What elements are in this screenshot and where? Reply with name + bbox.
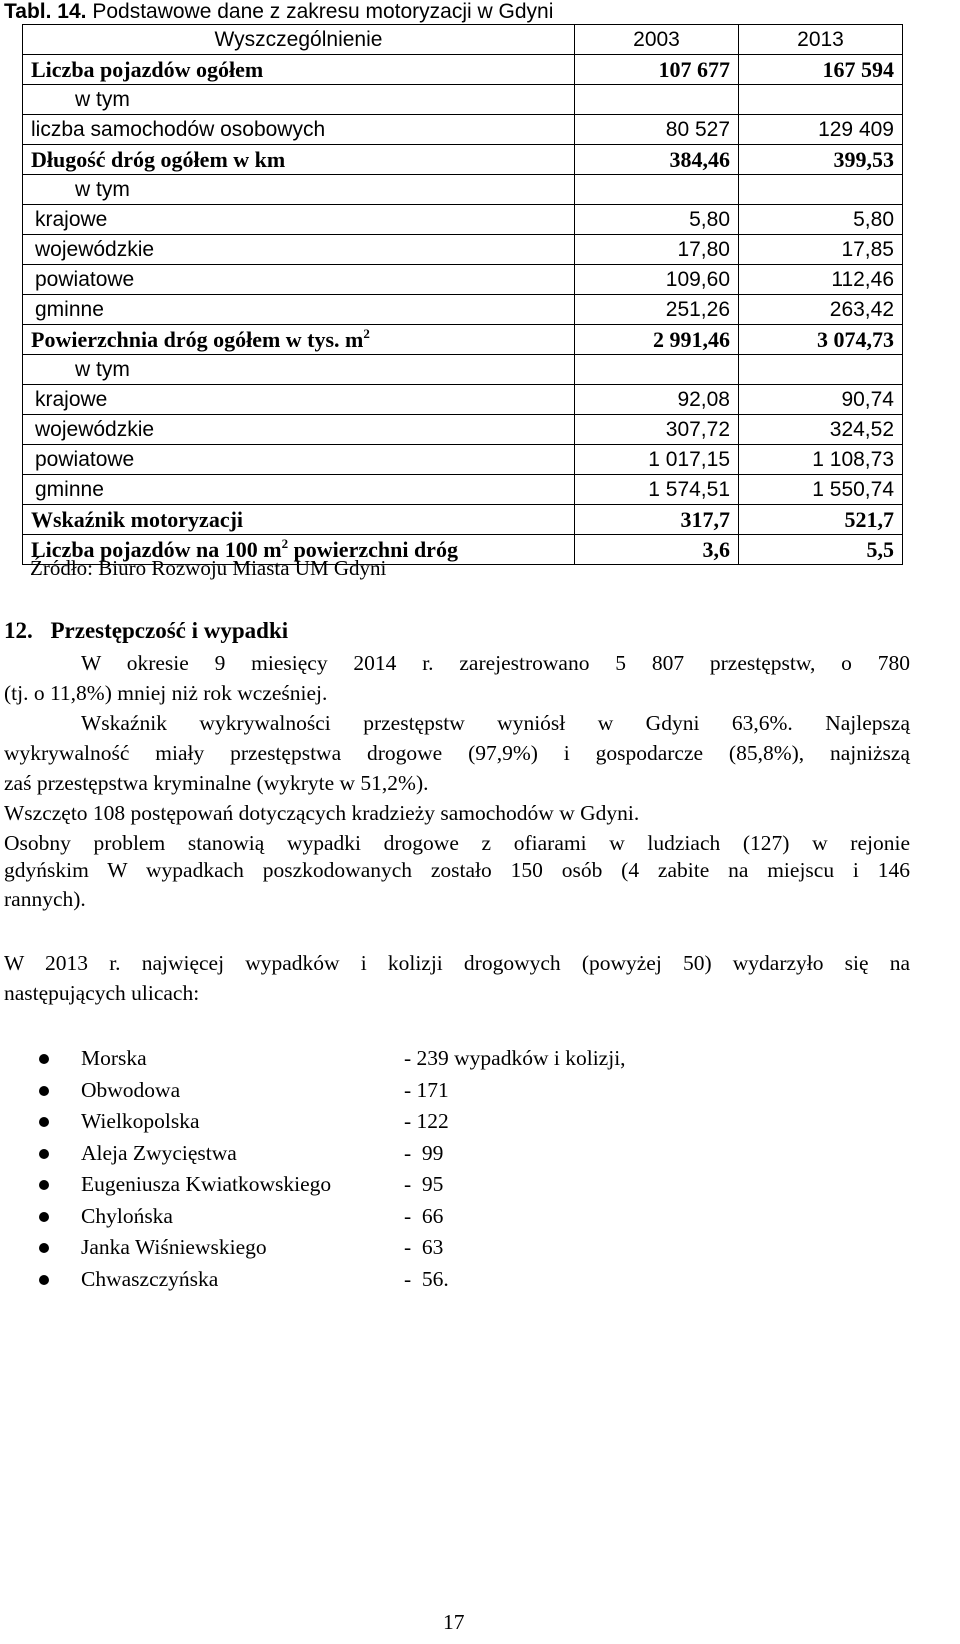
bullet-icon [39, 1212, 49, 1222]
bullet-icon [39, 1180, 49, 1190]
row-label: krajowe [23, 205, 575, 235]
street-name: Obwodowa [81, 1077, 181, 1102]
page-number: 17 [443, 1610, 465, 1634]
table-row [23, 265, 903, 295]
motorization-table [22, 24, 903, 565]
value-2003: 2 991,46 [575, 325, 739, 355]
street-name: Wielkopolska [81, 1109, 200, 1133]
value-2013: 167 594 [739, 55, 903, 85]
value-2003: 17,80 [575, 235, 739, 265]
paragraph-line: W okresie 9 miesięcy 2014 r. zarejestrowano 5 807 przestępstw, o 780 [81, 651, 910, 675]
value-2003: 5,80 [575, 205, 739, 235]
value-2003: 107 677 [575, 55, 739, 85]
street-count: - 171 [404, 1077, 449, 1102]
paragraph-line: zaś przestępstwa kryminalne (wykryte w 51,2%). [4, 771, 429, 795]
table-row [23, 55, 903, 85]
street-name: Chylońska [81, 1203, 173, 1228]
value-2013: 129 409 [739, 115, 903, 145]
paragraph-line: rannych). [4, 887, 86, 911]
row-label: Wskaźnik motoryzacji [23, 505, 575, 535]
table-row [23, 85, 903, 115]
bullet-icon [39, 1054, 49, 1064]
table-source: Źródło: Biuro Rozwoju Miasta UM Gdyni [30, 556, 387, 580]
row-label: Długość dróg ogółem w km [23, 145, 575, 175]
value-2013: 1 550,74 [739, 475, 903, 505]
bullet-icon [39, 1117, 49, 1127]
street-name: Aleja Zwycięstwa [81, 1140, 237, 1165]
table-row [23, 445, 903, 475]
bullet-icon [39, 1149, 49, 1159]
table-row [23, 355, 903, 385]
value-2003 [575, 175, 739, 205]
value-2013: 5,80 [739, 205, 903, 235]
row-label: w tym [23, 85, 575, 115]
paragraph-line: następujących ulicach: [4, 981, 200, 1005]
table-row [23, 325, 903, 355]
street-count: - 239 wypadków i kolizji, [404, 1046, 626, 1070]
value-2003: 384,46 [575, 145, 739, 175]
street-count: - 95 [404, 1172, 444, 1196]
paragraph-line: Wszczęto 108 postępowań dotyczących kradzieży samochodów w Gdyni. [4, 801, 640, 825]
value-2013 [739, 175, 903, 205]
value-2013: 1 108,73 [739, 445, 903, 475]
value-2013: 5,5 [739, 535, 903, 565]
table-row [23, 235, 903, 265]
value-2013: 263,42 [739, 295, 903, 325]
street-name: Morska [81, 1046, 147, 1070]
table-row [23, 295, 903, 325]
value-2003: 92,08 [575, 385, 739, 415]
value-2003: 1 574,51 [575, 475, 739, 505]
section-heading [4, 618, 288, 644]
table-number: Tabl. 14. [4, 0, 87, 23]
table-row [23, 205, 903, 235]
section-number: 12. [4, 618, 33, 643]
table-row [23, 415, 903, 445]
header-cell: 2003 [575, 25, 739, 55]
paragraph-line: (tj. o 11,8%) mniej niż rok wcześniej. [4, 681, 328, 705]
table-row [23, 115, 903, 145]
bullet-icon [39, 1275, 49, 1285]
header-cell: 2013 [739, 25, 903, 55]
street-count: - 66 [404, 1203, 444, 1228]
value-2003: 109,60 [575, 265, 739, 295]
value-2013: 90,74 [739, 385, 903, 415]
value-2013: 521,7 [739, 505, 903, 535]
bullet-icon [39, 1243, 49, 1253]
street-count: - 56. [404, 1266, 449, 1291]
street-count: - 99 [404, 1140, 444, 1165]
bullet-icon [39, 1086, 49, 1096]
table-row [23, 385, 903, 415]
value-2003 [575, 355, 739, 385]
row-label: w tym [23, 175, 575, 205]
value-2003: 317,7 [575, 505, 739, 535]
value-2003: 80 527 [575, 115, 739, 145]
row-label: wojewódzkie [23, 415, 575, 445]
row-label-text: powierzchni dróg [288, 536, 458, 562]
row-label: wojewódzkie [23, 235, 575, 265]
table-row [23, 145, 903, 175]
row-label: krajowe [23, 385, 575, 415]
value-2013: 3 074,73 [739, 325, 903, 355]
superscript: 2 [363, 325, 370, 341]
paragraph-line: gdyńskim W wypadkach poszkodowanych zostało 150 osób (4 zabite na miejscu i 146 [4, 858, 910, 882]
table-row [23, 505, 903, 535]
street-name: Chwaszczyńska [81, 1266, 219, 1291]
row-label: gminne [23, 475, 575, 505]
superscript: 2 [281, 535, 289, 551]
row-label: w tym [23, 355, 575, 385]
value-2003: 307,72 [575, 415, 739, 445]
paragraph-line: Wskaźnik wykrywalności przestępstw wyniósł w Gdyni 63,6%. Najlepszą [81, 711, 910, 735]
street-count: - 122 [404, 1109, 449, 1133]
row-label: liczba samochodów osobowych [23, 115, 575, 145]
table-title [4, 0, 553, 24]
value-2013 [739, 85, 903, 115]
row-label: powiatowe [23, 265, 575, 295]
row-label: Liczba pojazdów ogółem [23, 55, 575, 85]
value-2003: 3,6 [575, 535, 739, 565]
row-label-text: Powierzchnia dróg ogółem w tys. m [31, 326, 364, 352]
table-row [23, 175, 903, 205]
table-title-text: Podstawowe dane z zakresu motoryzacji w Gdyni [92, 0, 554, 23]
table-header-row [23, 25, 903, 55]
header-cell: Wyszczególnienie [23, 25, 575, 55]
value-2003 [575, 85, 739, 115]
value-2013: 324,52 [739, 415, 903, 445]
paragraph-line: Osobny problem stanowią wypadki drogowe z ofiarami w ludziach (127) w rejonie [4, 831, 910, 855]
row-label-text: Liczba pojazdów na 100 m [31, 536, 282, 562]
street-count: - 63 [404, 1235, 444, 1259]
street-name: Janka Wiśniewskiego [81, 1235, 267, 1259]
street-name: Eugeniusza Kwiatkowskiego [81, 1172, 332, 1196]
value-2013 [739, 355, 903, 385]
row-label: gminne [23, 295, 575, 325]
row-label [23, 325, 575, 355]
value-2003: 251,26 [575, 295, 739, 325]
value-2003: 1 017,15 [575, 445, 739, 475]
value-2013: 399,53 [739, 145, 903, 175]
paragraph-line: W 2013 r. najwięcej wypadków i kolizji drogowych (powyżej 50) wydarzyło się na [4, 951, 910, 975]
paragraph-line: wykrywalność miały przestępstwa drogowe (97,9%) i gospodarcze (85,8%), najniższą [4, 741, 910, 765]
row-label: powiatowe [23, 445, 575, 475]
table-row [23, 475, 903, 505]
value-2013: 17,85 [739, 235, 903, 265]
section-title: Przestępczość i wypadki [50, 618, 289, 643]
value-2013: 112,46 [739, 265, 903, 295]
